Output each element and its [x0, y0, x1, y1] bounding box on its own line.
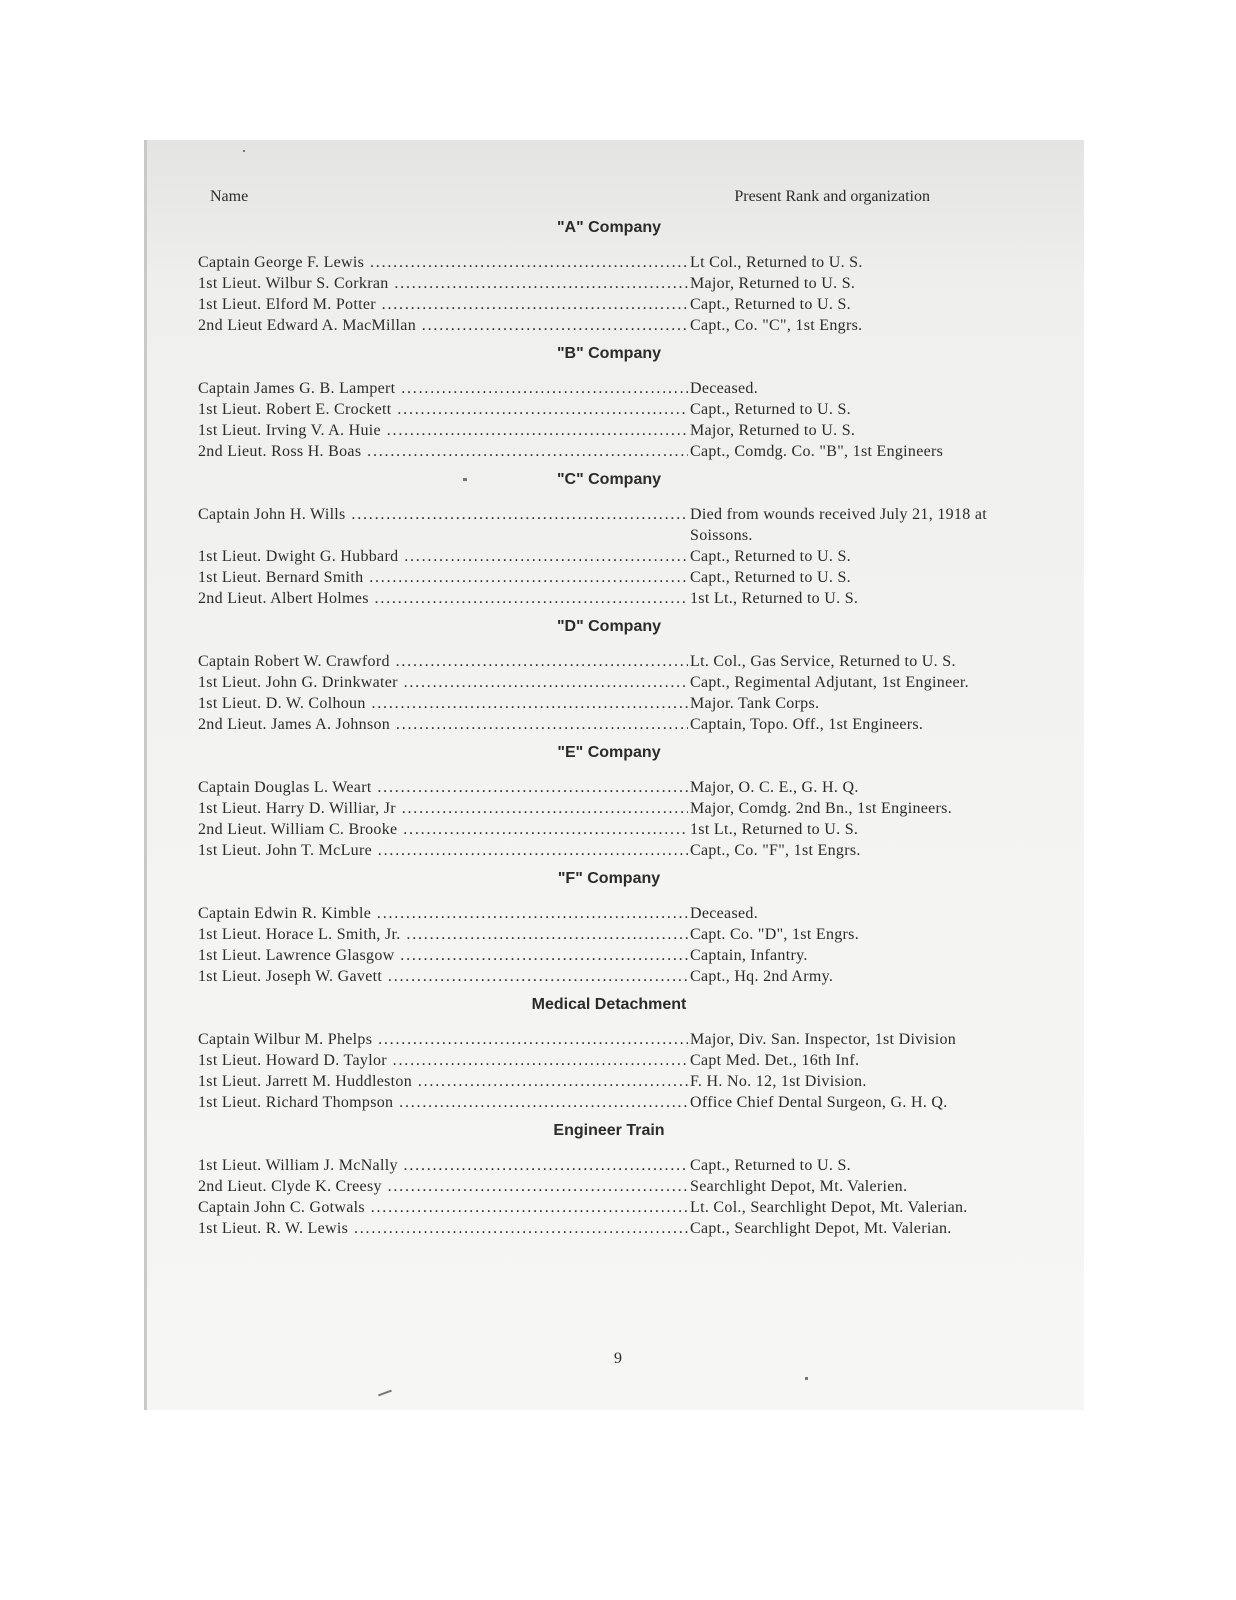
- present-rank: Deceased.: [690, 905, 758, 922]
- officer-name: 1st Lieut. Harry D. Williar, Jr .....: [198, 798, 688, 819]
- roster-row: [198, 924, 1020, 945]
- name-column-heading: Name: [210, 188, 249, 205]
- roster-row: [198, 378, 1020, 399]
- officer-name: 1st Lieut. Horace L. Smith, Jr. .....: [198, 924, 688, 945]
- officer-name: 1st Lieut. Howard D. Taylor .....: [198, 1050, 688, 1071]
- roster-section: [198, 869, 1020, 987]
- roster-row: [198, 1050, 1020, 1071]
- officer-name: 2nd Lieut. Clyde K. Creesy .....: [198, 1176, 688, 1197]
- roster-row: [198, 588, 1020, 609]
- roster-row: [198, 1029, 1020, 1050]
- roster-row: [198, 651, 1020, 672]
- roster-row: [198, 672, 1020, 693]
- officer-name: 1st Lieut. Dwight G. Hubbard .....: [198, 546, 688, 567]
- roster-row: [198, 252, 1020, 273]
- present-rank: Searchlight Depot, Mt. Valerien.: [690, 1178, 908, 1195]
- present-rank: Capt., Searchlight Depot, Mt. Valerian.: [690, 1220, 952, 1237]
- roster-row: [198, 1218, 1020, 1239]
- roster-row: [198, 1092, 1020, 1113]
- roster-section: [198, 743, 1020, 861]
- present-rank: Major, Comdg. 2nd Bn., 1st Engineers.: [690, 800, 952, 817]
- roster-row: [198, 420, 1020, 441]
- roster-row: [198, 798, 1020, 819]
- roster-row: [198, 945, 1020, 966]
- present-rank: Capt., Returned to U. S.: [690, 569, 851, 586]
- section-title: "C" Company: [556, 471, 662, 488]
- present-rank: Capt Med. Det., 16th Inf.: [690, 1052, 860, 1069]
- officer-name: 1st Lieut. Jarrett M. Huddleston .....: [198, 1071, 688, 1092]
- officer-name: 1st Lieut. D. W. Colhoun .....: [198, 693, 688, 714]
- roster-row: [198, 966, 1020, 987]
- roster-row: [198, 294, 1020, 315]
- roster-row: [198, 1197, 1020, 1218]
- present-rank: Capt., Returned to U. S.: [690, 296, 851, 313]
- officer-name: Captain Edwin R. Kimble .....: [198, 903, 688, 924]
- section-title: "F" Company: [557, 870, 661, 887]
- present-rank: Capt. Co. "D", 1st Engrs.: [690, 926, 860, 943]
- roster-row: [198, 273, 1020, 294]
- present-rank: Capt., Returned to U. S.: [690, 1157, 851, 1174]
- present-rank: Died from wounds received July 21, 1918 at Soissons.: [690, 506, 987, 544]
- officer-name: 1st Lieut. William J. McNally .....: [198, 1155, 688, 1176]
- column-header: [210, 188, 930, 210]
- officer-name: 1st Lieut. Richard Thompson .....: [198, 1092, 688, 1113]
- present-rank: Major, Div. San. Inspector, 1st Division: [690, 1031, 957, 1048]
- roster-row: [198, 840, 1020, 861]
- present-rank: Captain, Infantry.: [690, 947, 808, 964]
- section-title: "E" Company: [557, 744, 661, 761]
- roster-section: [198, 617, 1020, 735]
- present-rank: Major, Returned to U. S.: [690, 275, 856, 292]
- section-title: "A" Company: [556, 219, 662, 236]
- scan-speck: [243, 150, 245, 152]
- officer-name: 2nd Lieut. William C. Brooke .....: [198, 819, 688, 840]
- officer-name: 1st Lieut. Irving V. A. Huie .....: [198, 420, 688, 441]
- present-rank: Capt., Hq. 2nd Army.: [690, 968, 834, 985]
- present-rank: Capt., Regimental Adjutant, 1st Engineer.: [690, 674, 969, 691]
- officer-name: 1st Lieut. Lawrence Glasgow .....: [198, 945, 688, 966]
- rank-column-heading: Present Rank and organization: [734, 188, 930, 205]
- roster-row: [198, 567, 1020, 588]
- present-rank: Major, O. C. E., G. H. Q.: [690, 779, 859, 796]
- roster-section: [198, 995, 1020, 1113]
- section-title: "B" Company: [556, 345, 662, 362]
- officer-name: 1st Lieut. John T. McLure .....: [198, 840, 688, 861]
- roster-row: [198, 1176, 1020, 1197]
- page-number: 9: [614, 1350, 622, 1367]
- roster-row: [198, 315, 1020, 336]
- roster-row: [198, 1155, 1020, 1176]
- present-rank: Office Chief Dental Surgeon, G. H. Q.: [690, 1094, 948, 1111]
- roster-row: [198, 399, 1020, 420]
- officer-name: 2nd Lieut Edward A. MacMillan .....: [198, 315, 688, 336]
- present-rank: Captain, Topo. Off., 1st Engineers.: [690, 716, 924, 733]
- section-title: Engineer Train: [553, 1122, 665, 1139]
- officer-name: Captain Douglas L. Weart .....: [198, 777, 688, 798]
- present-rank: Capt., Comdg. Co. "B", 1st Engineers: [690, 443, 944, 460]
- officer-name: 2nd Lieut. Ross H. Boas .....: [198, 441, 688, 462]
- roster-row: [198, 903, 1020, 924]
- present-rank: Capt., Co. "F", 1st Engrs.: [690, 842, 861, 859]
- present-rank: Capt., Returned to U. S.: [690, 401, 851, 418]
- roster-row: [198, 714, 1020, 735]
- present-rank: Deceased.: [690, 380, 758, 397]
- present-rank: Capt., Co. "C", 1st Engrs.: [690, 317, 863, 334]
- roster-row: [198, 504, 1020, 546]
- roster-section: [198, 344, 1020, 462]
- present-rank: 1st Lt., Returned to U. S.: [690, 821, 859, 838]
- roster-row: [198, 546, 1020, 567]
- officer-name: 1st Lieut. Elford M. Potter .....: [198, 294, 688, 315]
- officer-name: Captain George F. Lewis .....: [198, 252, 688, 273]
- roster-row: [198, 819, 1020, 840]
- officer-name: 1st Lieut. Wilbur S. Corkran .....: [198, 273, 688, 294]
- roster-section: [198, 470, 1020, 609]
- officer-name: Captain Wilbur M. Phelps .....: [198, 1029, 688, 1050]
- present-rank: Major, Returned to U. S.: [690, 422, 856, 439]
- officer-name: 1st Lieut. Bernard Smith .....: [198, 567, 688, 588]
- present-rank: Lt. Col., Searchlight Depot, Mt. Valerian.: [690, 1199, 968, 1216]
- officer-name: Captain John H. Wills .....: [198, 504, 688, 525]
- roster: [198, 210, 1020, 1239]
- officer-name: 1st Lieut. John G. Drinkwater .....: [198, 672, 688, 693]
- officer-name: Captain Robert W. Crawford .....: [198, 651, 688, 672]
- officer-name: 1st Lieut. R. W. Lewis .....: [198, 1218, 688, 1239]
- roster-row: [198, 1071, 1020, 1092]
- present-rank: Major. Tank Corps.: [690, 695, 820, 712]
- roster-section: [198, 1121, 1020, 1239]
- section-title: "D" Company: [556, 618, 662, 635]
- officer-name: 1st Lieut. Joseph W. Gavett .....: [198, 966, 688, 987]
- roster-row: [198, 693, 1020, 714]
- scan-speck: [463, 478, 467, 481]
- section-title: Medical Detachment: [531, 996, 687, 1013]
- officer-name: Captain James G. B. Lampert .....: [198, 378, 688, 399]
- officer-name: 2nd Lieut. Albert Holmes .....: [198, 588, 688, 609]
- roster-row: [198, 441, 1020, 462]
- scan-speck: [805, 1377, 808, 1380]
- roster-section: [198, 218, 1020, 336]
- officer-name: 1st Lieut. Robert E. Crockett .....: [198, 399, 688, 420]
- present-rank: 1st Lt., Returned to U. S.: [690, 590, 859, 607]
- present-rank: Lt. Col., Gas Service, Returned to U. S.: [690, 653, 956, 670]
- roster-row: [198, 777, 1020, 798]
- present-rank: Lt Col., Returned to U. S.: [690, 254, 863, 271]
- present-rank: F. H. No. 12, 1st Division.: [690, 1073, 867, 1090]
- officer-name: Captain John C. Gotwals .....: [198, 1197, 688, 1218]
- present-rank: Capt., Returned to U. S.: [690, 548, 851, 565]
- officer-name: 2nd Lieut. James A. Johnson .....: [198, 714, 688, 735]
